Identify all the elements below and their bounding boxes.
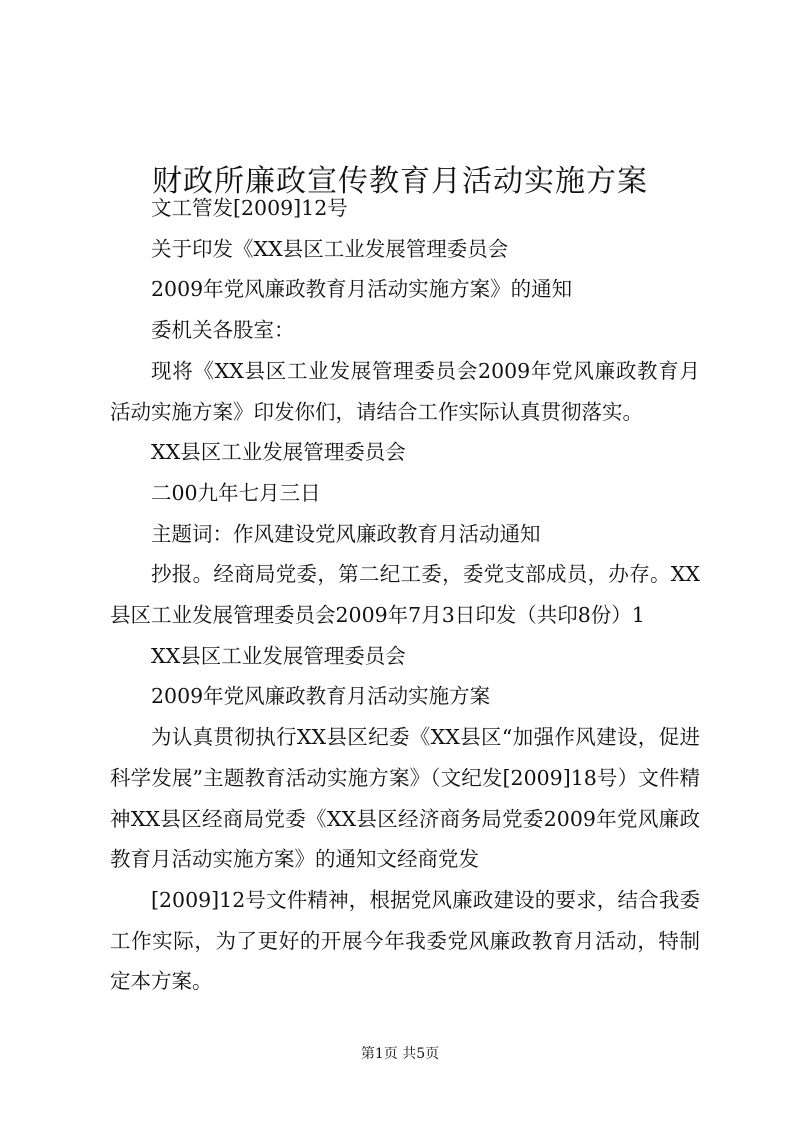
notice-title-line-2: 2009年党风廉政教育月活动实施方案》的通知	[151, 277, 573, 302]
document-body	[110, 188, 700, 1002]
committee-heading: XX县区工业发展管理委员会	[151, 643, 406, 668]
issuer-line: XX县区工业发展管理委员会	[151, 440, 406, 465]
distribution-paragraph: 抄报。经商局党委，第二纪工委，委党支部成员，办存。XX县区工业发展管理委员会2009年7月3日印发（共印8份）1	[110, 562, 700, 628]
document-title: 财政所廉政宣传教育月活动实施方案	[152, 164, 648, 200]
document-number: 文工管发[2009]12号	[151, 196, 348, 220]
page-footer: 第1页 共5页	[360, 1046, 440, 1062]
date-line: 二00九年七月三日	[151, 480, 321, 505]
recipient-line: 委机关各股室：	[151, 318, 295, 343]
body-paragraph: [2009]12号文件精神，根据党风廉政建设的要求，结合我委工作实际，为了更好的开展今年我委党风廉政教育月活动，特制定本方案。	[110, 887, 700, 994]
plan-heading: 2009年党风廉政教育月活动实施方案	[151, 684, 491, 709]
notice-title-line-1: 关于印发《XX县区工业发展管理委员会	[151, 236, 509, 261]
notice-paragraph: 现将《XX县区工业发展管理委员会2009年党风廉政教育月活动实施方案》印发你们，请结合工作实际认真贯彻落实。	[110, 358, 700, 424]
body-paragraph: 为认真贯彻执行XX县区纪委《XX县区“加强作风建设，促进科学发展”主题教育活动实施方案》（文纪发[2009]18号）文件精神XX县区经商局党委《XX县区经济商务局党委2009年党风廉政教育月活动实施方案》的通知文经商党发	[110, 725, 700, 872]
subject-words-line: 主题词：作风建设党风廉政教育月活动通知	[151, 521, 541, 546]
